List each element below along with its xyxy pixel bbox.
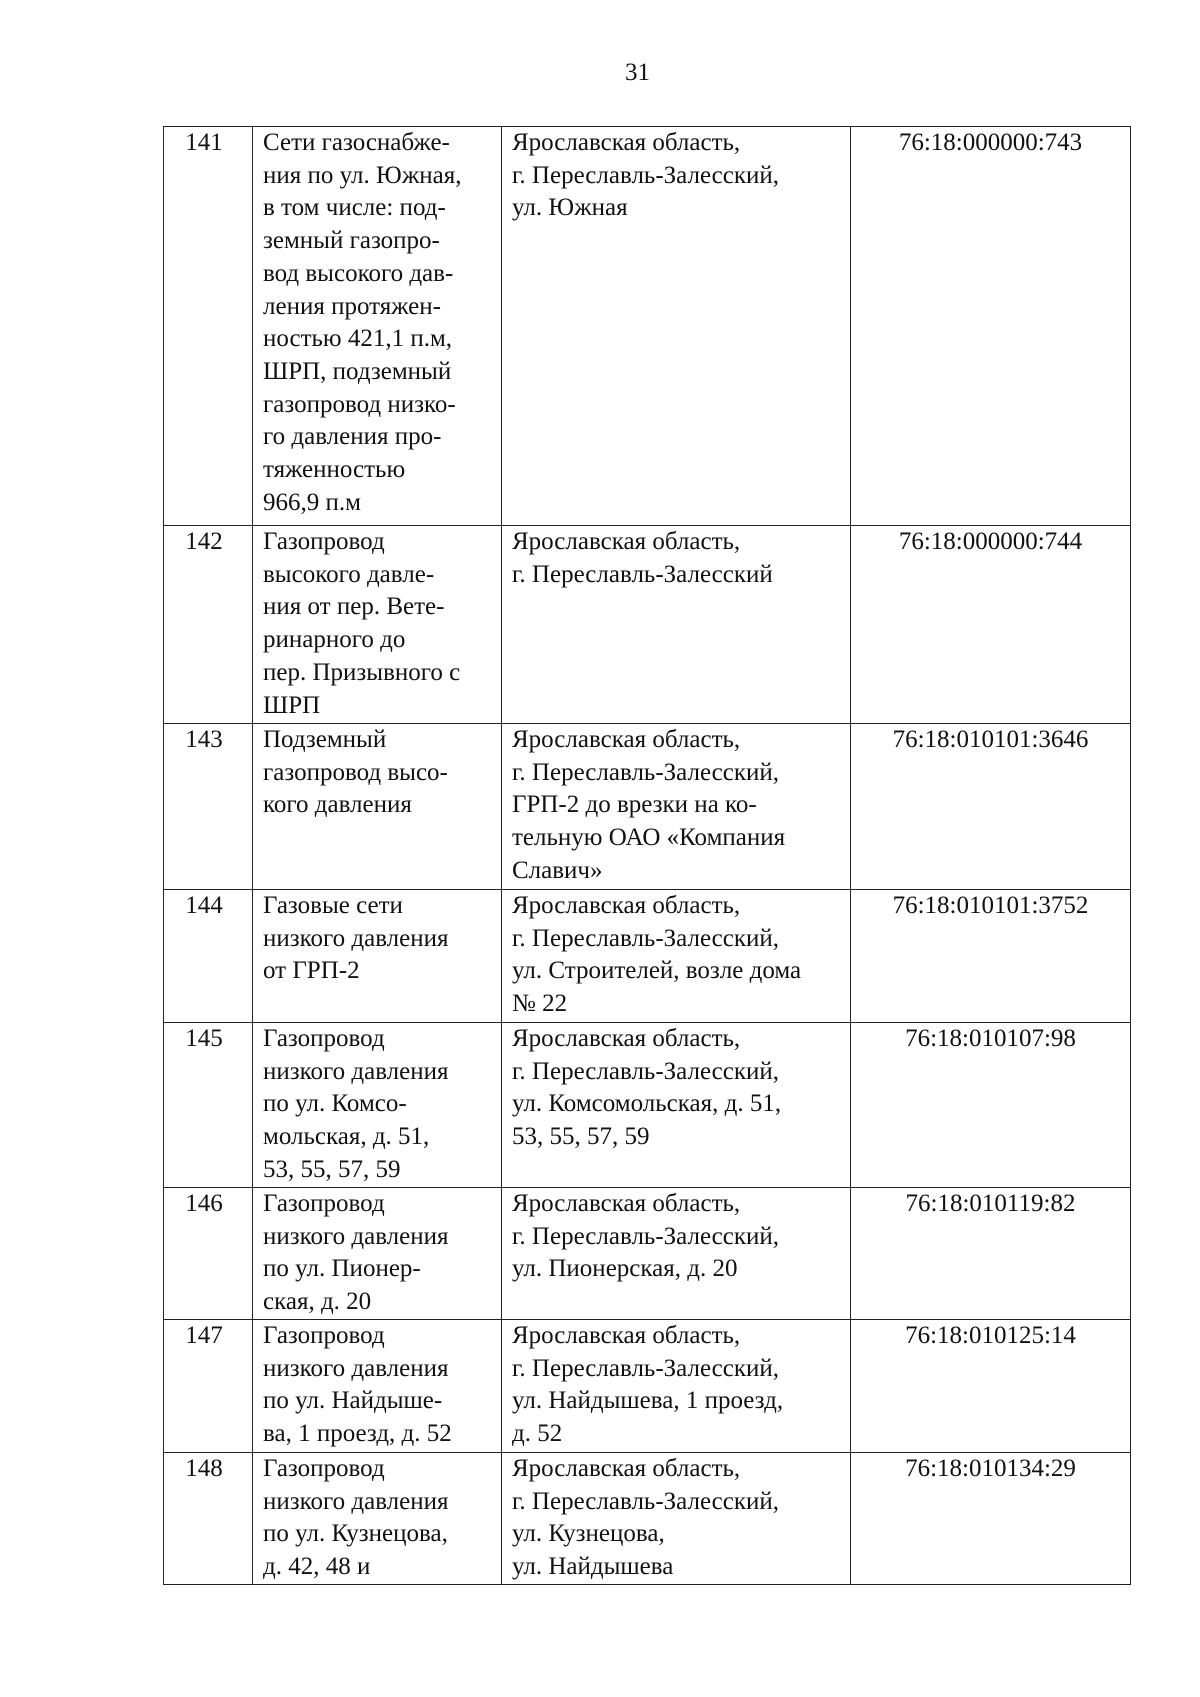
row-number: 146 <box>164 1188 253 1320</box>
cadastral-number: 76:18:010134:29 <box>851 1453 1131 1585</box>
table-row <box>164 724 1131 890</box>
object-address: Ярославская область, г. Переславль-Залесский <box>512 528 773 588</box>
object-address: Ярославская область, г. Переславль-Залесский, ул. Комсомольская, д. 51, 53, 55, 57, 59 <box>512 1025 782 1151</box>
table-row <box>164 127 1131 526</box>
cadastral-number: 76:18:010101:3646 <box>851 724 1131 890</box>
object-address: Ярославская область, г. Переславль-Залесский, ул. Пионерская, д. 20 <box>512 1190 780 1283</box>
table-row <box>164 1453 1131 1585</box>
object-address: Ярославская область, г. Переславль-Залесский, ГРП-2 до врезки на ко- тельную ОАО «Компания Славич» <box>512 726 786 884</box>
object-address: Ярославская область, г. Переславль-Залесский, ул. Строителей, возле дома № 22 <box>512 892 802 1018</box>
row-number: 145 <box>164 1023 253 1188</box>
object-name: Газопровод высокого давле- ния от пер. Вете- ринарного до пер. Призывного с ШРП <box>263 528 461 719</box>
cadastral-number: 76:18:000000:743 <box>851 127 1131 526</box>
cadastral-number: 76:18:000000:744 <box>851 526 1131 724</box>
row-number: 148 <box>164 1453 253 1585</box>
table-row <box>164 526 1131 724</box>
object-name: Сети газоснабже- ния по ул. Южная, в том числе: под- земный газопро- вод высокого дав- ления протяжен- ностью 421,1 п.м, ШРП, подземный газопровод низко- го давления про- тяженностью 966,9 п.м <box>263 129 462 516</box>
cadastral-number: 76:18:010119:82 <box>851 1188 1131 1320</box>
table-row <box>164 1320 1131 1453</box>
table-row <box>164 1023 1131 1188</box>
row-number: 142 <box>164 526 253 724</box>
cadastral-number: 76:18:010101:3752 <box>851 890 1131 1023</box>
cadastral-number: 76:18:010125:14 <box>851 1320 1131 1453</box>
row-number: 141 <box>164 127 253 526</box>
object-name: Газопровод низкого давления по ул. Пионер- ская, д. 20 <box>263 1190 449 1316</box>
object-address: Ярославская область, г. Переславль-Залесский, ул. Найдышева, 1 проезд, д. 52 <box>512 1322 784 1448</box>
object-name: Газовые сети низкого давления от ГРП-2 <box>263 892 449 985</box>
table-row <box>164 1188 1131 1320</box>
cadastral-number: 76:18:010107:98 <box>851 1023 1131 1188</box>
object-name: Газопровод низкого давления по ул. Комсо- мольская, д. 51, 53, 55, 57, 59 <box>263 1025 449 1183</box>
table-row <box>164 890 1131 1023</box>
row-number: 144 <box>164 890 253 1023</box>
row-number: 143 <box>164 724 253 890</box>
object-address: Ярославская область, г. Переславль-Залесский, ул. Кузнецова, ул. Найдышева <box>512 1455 780 1581</box>
page-number: 31 <box>625 59 650 86</box>
object-name: Газопровод низкого давления по ул. Найдыше- ва, 1 проезд, д. 52 <box>263 1322 452 1448</box>
object-name: Газопровод низкого давления по ул. Кузнецова, д. 42, 48 и <box>263 1455 449 1581</box>
row-number: 147 <box>164 1320 253 1453</box>
object-address: Ярославская область, г. Переславль-Залесский, ул. Южная <box>512 129 780 222</box>
object-name: Подземный газопровод высо- кого давления <box>263 726 448 819</box>
property-registry-table <box>163 126 1131 1585</box>
